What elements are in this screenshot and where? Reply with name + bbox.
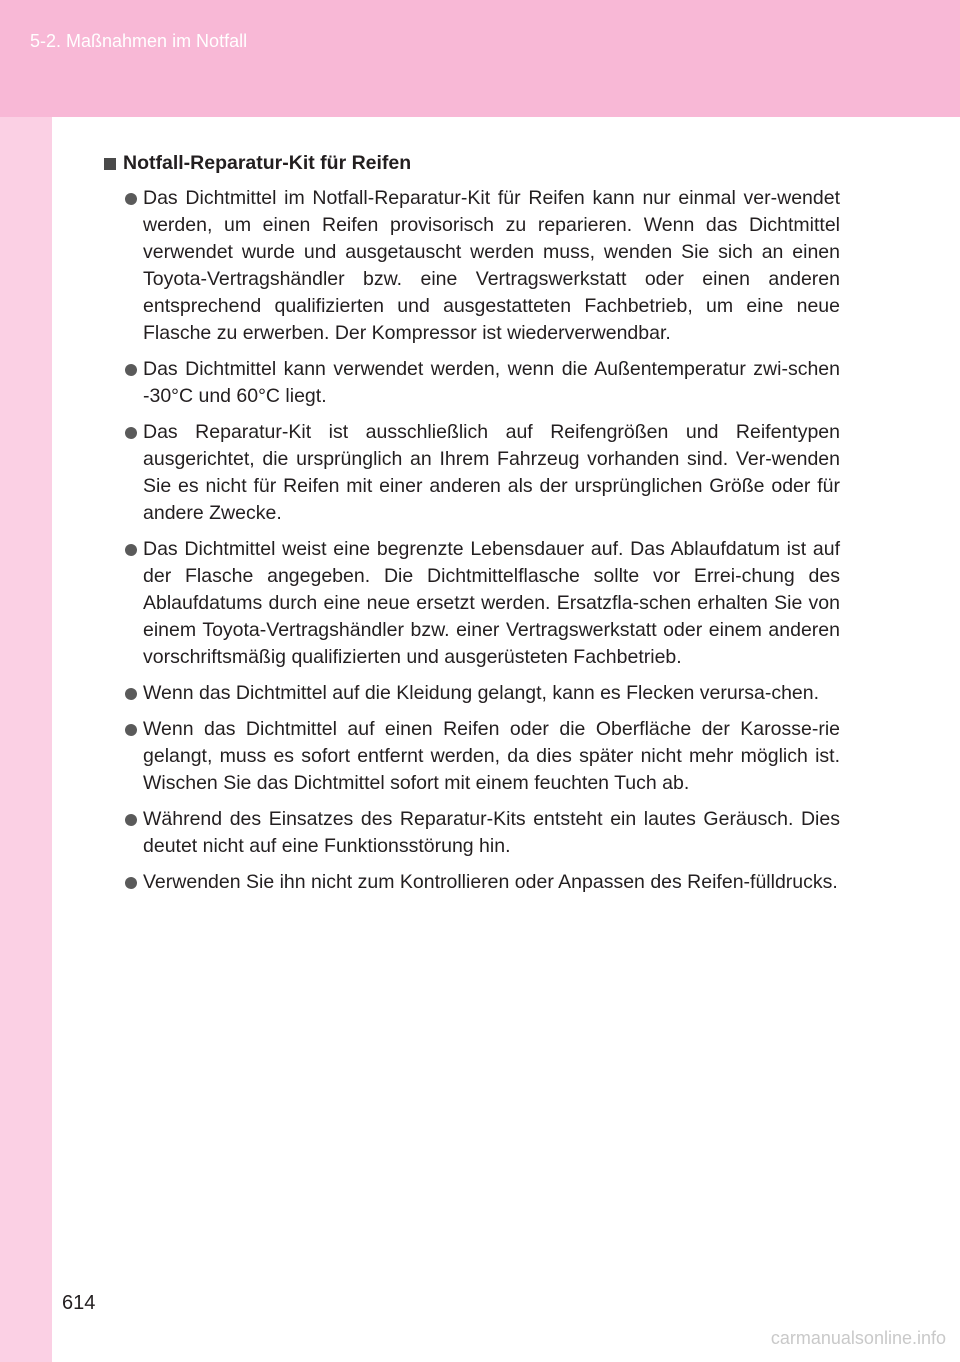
round-bullet-icon <box>125 724 137 736</box>
round-bullet-icon <box>125 427 137 439</box>
heading-text: Notfall-Reparatur-Kit für Reifen <box>123 152 412 174</box>
round-bullet-icon <box>125 193 137 205</box>
list-item <box>104 185 840 347</box>
round-bullet-icon <box>125 544 137 556</box>
bullet-text: Während des Einsatzes des Reparatur-Kits entsteht ein lautes Geräusch. Dies deutet nicht auf eine Funktionsstörung hin. <box>143 808 840 857</box>
bullet-text: Wenn das Dichtmittel auf einen Reifen oder die Oberfläche der Karosse-rie gelangt, muss es sofort entfernt werden, da dies später nicht mehr möglich ist. Wischen Sie das Dichtmittel sofort mit einem feuchten Tuch ab. <box>143 718 840 794</box>
list-item <box>104 716 840 797</box>
round-bullet-icon <box>125 364 137 376</box>
section-label: 5-2. Maßnahmen im Notfall <box>30 31 248 51</box>
bullet-text: Das Dichtmittel kann verwendet werden, wenn die Außentemperatur zwi-schen -30°C und 60°C liegt. <box>143 358 840 407</box>
content-area <box>104 152 840 905</box>
round-bullet-icon <box>125 688 137 700</box>
list-item <box>104 419 840 527</box>
round-bullet-icon <box>125 814 137 826</box>
bullet-list <box>104 185 840 896</box>
section-heading <box>104 152 840 175</box>
list-item <box>104 680 840 707</box>
square-bullet-icon <box>104 158 116 170</box>
bullet-text: Verwenden Sie ihn nicht zum Kontrollieren oder Anpassen des Reifen-fülldrucks. <box>143 871 838 893</box>
bullet-text: Das Reparatur-Kit ist ausschließlich auf Reifengrößen und Reifentypen ausgerichtet, die ursprünglich an Ihrem Fahrzeug vorhanden sind. Ver-wenden Sie es nicht für Reifen mit einer anderen als der ursprünglichen Größe oder für andere Zwecke. <box>143 421 840 524</box>
round-bullet-icon <box>125 877 137 889</box>
page-number: 614 <box>62 1292 96 1314</box>
list-item <box>104 869 840 896</box>
bullet-text: Wenn das Dichtmittel auf die Kleidung gelangt, kann es Flecken verursa-chen. <box>143 682 820 704</box>
watermark: carmanualsonline.info <box>770 1328 946 1348</box>
list-item <box>104 536 840 671</box>
header-band <box>0 0 960 117</box>
list-item <box>104 806 840 860</box>
side-band <box>0 117 52 1362</box>
list-item <box>104 356 840 410</box>
bullet-text: Das Dichtmittel weist eine begrenzte Lebensdauer auf. Das Ablaufdatum ist auf der Flasche angegeben. Die Dichtmittelflasche sollte vor Errei-chung des Ablaufdatums durch eine neue ersetzt werden. Ersatzfla-schen erhalten Sie von einem Toyota-Vertragshändler bzw. einer Vertragswerkstatt oder einem anderen vorschriftsmäßig qualifizierten und ausgerüsteten Fachbetrieb. <box>143 538 840 668</box>
bullet-text: Das Dichtmittel im Notfall-Reparatur-Kit für Reifen kann nur einmal ver-wendet werden, um einen Reifen provisorisch zu reparieren. Wenn das Dichtmittel verwendet wurde und ausgetauscht werden muss, wenden Sie sich an einen Toyota-Vertragshändler bzw. eine Vertragswerkstatt oder einen anderen entsprechend qualifizierten und ausgestatteten Fachbetrieb, um eine neue Flasche zu erwerben. Der Kompressor ist wiederverwendbar. <box>143 187 840 344</box>
